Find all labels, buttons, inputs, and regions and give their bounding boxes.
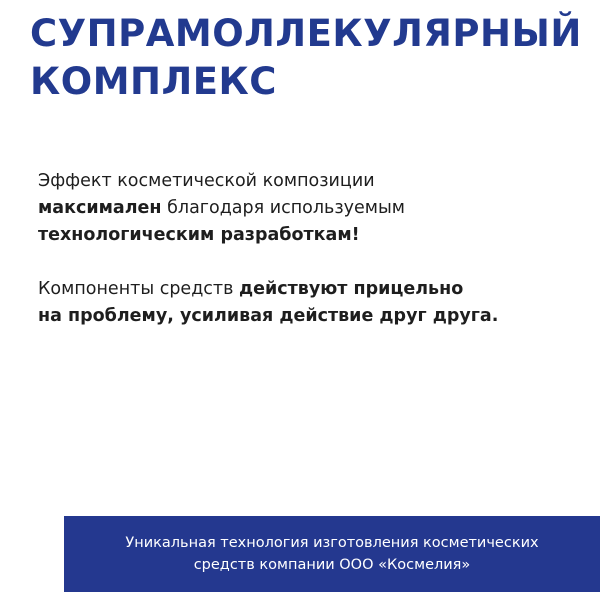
paragraph-effect bbox=[38, 168, 405, 249]
bold-text-technologies: технологическим разработкам! bbox=[38, 225, 360, 245]
bold-text-act-precisely: действуют прицельно bbox=[239, 279, 464, 299]
paragraph-effect-line-2 bbox=[38, 195, 405, 222]
title-line-2: КОМПЛЕКС bbox=[30, 60, 277, 103]
bold-text-problem: на проблему, усиливая действие друг друга. bbox=[38, 306, 499, 326]
footer-banner bbox=[64, 516, 600, 592]
title-line-1: СУПРАМОЛЛЕКУЛЯРНЫЙ bbox=[30, 12, 582, 55]
page-title bbox=[30, 10, 582, 106]
banner-line-1: Уникальная технология изготовления косметических bbox=[125, 535, 539, 551]
paragraph-components-line-1-normal: Компоненты средств bbox=[38, 279, 239, 299]
bold-text-maximal: максимален bbox=[38, 198, 162, 218]
paragraph-effect-line-3 bbox=[38, 222, 405, 249]
paragraph-effect-line-2-rest: благодаря используемым bbox=[161, 198, 406, 218]
paragraph-components-line-1 bbox=[38, 276, 498, 303]
paragraph-effect-line-1: Эффект косметической композиции bbox=[38, 171, 375, 191]
paragraph-components-line-2 bbox=[38, 303, 498, 330]
banner-line-2: средств компании ООО «Космелия» bbox=[193, 557, 471, 573]
paragraph-components bbox=[38, 276, 498, 330]
